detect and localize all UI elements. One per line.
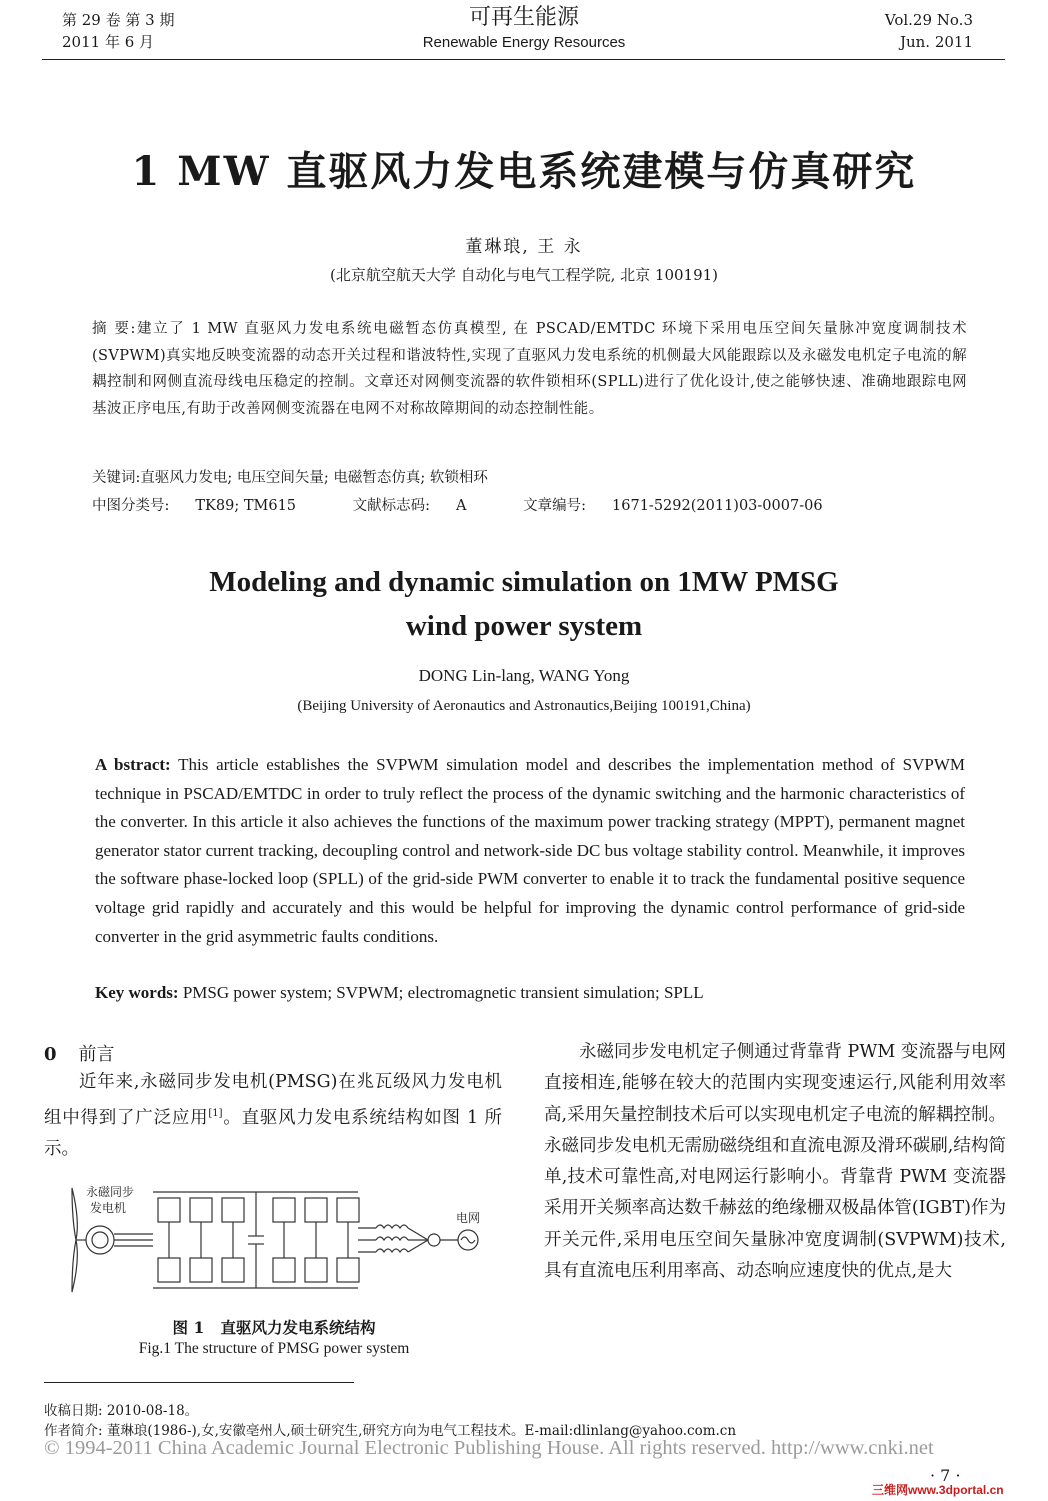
affiliation-cn: (北京航空航天大学 自动化与电气工程学院, 北京 100191): [329, 266, 719, 284]
generator-rotor: [92, 1232, 108, 1248]
header-volume-issue: [62, 9, 174, 53]
keywords-cn-text: 直驱风力发电; 电压空间矢量; 电磁暂态仿真; 软锁相环: [140, 470, 488, 486]
keywords-en-label: Key words:: [95, 983, 179, 1002]
rectifier-legs: [158, 1198, 244, 1282]
article-no-label: 文章编号:: [523, 498, 587, 514]
header-vol-en: [885, 9, 973, 53]
doc-code: [353, 498, 493, 514]
turbine-blade-top: [72, 1188, 77, 1240]
header-date-cn: 2011 年 6 月: [62, 33, 155, 51]
figure-1-caption-cn-text: 直驱风力发电系统结构: [220, 1318, 376, 1337]
paper-title-en-line1: Modeling and dynamic simulation on 1MW PMSG: [209, 566, 839, 598]
generator-circle: [86, 1226, 114, 1254]
classification-row: [92, 494, 875, 518]
abstract-en: [95, 751, 965, 951]
footnote-rule: [44, 1382, 354, 1383]
intro-text-tail: 。直驱风力发电系统结构如图 1 所示。: [44, 1107, 503, 1159]
paper-title-en-line2: wind power system: [405, 610, 643, 642]
abstract-cn-text: 建立了 1 MW 直驱风力发电系统电磁暂态仿真模型, 在 PSCAD/EMTDC 环境下采用电压空间矢量脉冲宽度调制技术(SVPWM)真实地反映变流器的动态开关过程和谐波特性,实现了直驱风力发电系统的机侧最大风能跟踪以及永磁发电机定子电流的解耦控制和网侧直流母线电压稳定的控制。文章还对网侧变流器的软件锁相环(SPLL)进行了优化设计,使之能够快速、准确地跟踪电网基波正序电压,有助于改善网侧变流器在电网不对称故障期间的动态控制性能。: [92, 321, 967, 417]
figure-1-number: 图 1: [172, 1318, 205, 1337]
abstract-cn: [92, 316, 967, 422]
keywords-cn: [92, 466, 488, 490]
header-date-en: Jun. 2011: [899, 33, 973, 51]
abstract-en-label: A bstract:: [95, 755, 171, 774]
inductor-c: [376, 1249, 408, 1252]
section-heading: [44, 1040, 115, 1066]
citation-1: [1]: [208, 1108, 223, 1119]
section-title: 前言: [78, 1044, 115, 1065]
keywords-cn-label: 关键词:: [92, 470, 141, 486]
doc-code-value: A: [456, 498, 467, 514]
paper-title-en: [0, 560, 1048, 648]
article-no: [523, 498, 848, 514]
doc-code-label: 文献标志码:: [352, 498, 431, 514]
authors-en: DONG Lin-lang, WANG Yong: [418, 666, 630, 685]
header-rule: [42, 59, 1005, 60]
intro-paragraph-right: 永磁同步发电机定子侧通过背靠背 PWM 变流器与电网直接相连,能够在较大的范围内实现变速运行,风能利用效率高,采用矢量控制技术后可以实现电机定子电流的解耦控制。永磁同步发电机无需励磁绕组和直流电源及滑环碳刷,结构简单,技术可靠性高,对电网运行影响小。背靠背 PWM 变流器采用开关频率高达数千赫兹的绝缘栅双极晶体管(IGBT)作为开关元件,采用电压空间矢量脉冲宽度调制(SVPWM)技术,具有直流电压利用率高、动态响应速度快的优点,是大: [544, 1042, 1006, 1282]
affiliation-en: (Beijing University of Aeronautics and Astronautics,Beijing 100191,China): [297, 698, 751, 714]
inductor-a: [376, 1225, 408, 1228]
label-generator-line2: 发电机: [90, 1201, 127, 1215]
page-number: · 7 ·: [930, 1466, 961, 1485]
watermark: 三维网www.3dportal.cn: [872, 1483, 1004, 1497]
keywords-en-text: PMSG power system; SVPWM; electromagnetic transient simulation; SPLL: [182, 983, 704, 1002]
header-vol-no: Vol.29 No.3: [884, 11, 973, 29]
paper-title-cn: 1 MW 直驱风力发电系统建模与仿真研究: [131, 148, 917, 195]
footnote-received: 收稿日期: 2010-08-18。: [44, 1403, 199, 1419]
abstract-cn-label: 摘 要:: [92, 321, 136, 337]
section-number: 0: [44, 1044, 57, 1065]
clc-label: 中图分类号:: [92, 498, 170, 514]
intro-paragraph-left: [44, 1067, 502, 1165]
intro-text: 近年来,永磁同步发电机(PMSG)在兆瓦级风力发电机组中得到了广泛应用: [44, 1072, 502, 1128]
figure-1-caption-cn: [44, 1316, 504, 1338]
header-volume: 第 29 卷 第 3 期: [62, 11, 175, 29]
label-grid: 电网: [456, 1211, 481, 1225]
article-no-value: 1671-5292(2011)03-0007-06: [612, 498, 823, 514]
journal-title-cn: 可再生能源: [468, 5, 579, 30]
label-generator-line1: 永磁同步: [86, 1185, 135, 1199]
keywords-en: [95, 980, 965, 1006]
figure-1: [58, 1180, 498, 1310]
turbine-blade-bottom: [72, 1240, 77, 1292]
abstract-en-text: This article establishes the SVPWM simulation model and describes the implementation method of SVPWM technique in PSCAD/EMTDC in order to truly reflect the process of the dynamic switching and the harmonic characteristics of the converter. In this article it also achieves the functions of the maximum power tracking strategy (MPPT), permanent magnet generator stator current tracking, decoupling control and network-side DC bus voltage stability control. Meanwhile, it improves the software phase-locked loop (SPLL) of the grid-side PWM converter to enable it to track the fundamental positive sequence voltage grid rapidly and accurately and this would be helpful for improving the dynamic control performance of grid-side converter in the grid asymmetric faults conditions.: [95, 755, 966, 946]
clc: [92, 498, 322, 514]
journal-title-en: Renewable Energy Resources: [422, 34, 626, 51]
grid-node: [428, 1234, 440, 1246]
inductor-b: [376, 1237, 408, 1240]
figure-1-caption-en: Fig.1 The structure of PMSG power system: [138, 1340, 410, 1357]
footnote-author-bio: 作者简介: 董琳琅(1986-),女,安徽亳州人,硕士研究生,研究方向为电气工程技术。E-mail:dlinlang@yahoo.com.cn: [44, 1423, 737, 1439]
pmsg-structure-diagram: [58, 1180, 498, 1310]
authors-cn: 董琳琅, 王 永: [465, 237, 583, 257]
inverter-legs: [273, 1198, 359, 1282]
ac-sine-icon: [461, 1237, 475, 1243]
copyright-notice: © 1994-2011 China Academic Journal Electronic Publishing House. All rights reserved. http://www.cnki.net: [44, 1437, 934, 1459]
clc-value: TK89; TM615: [195, 498, 297, 514]
